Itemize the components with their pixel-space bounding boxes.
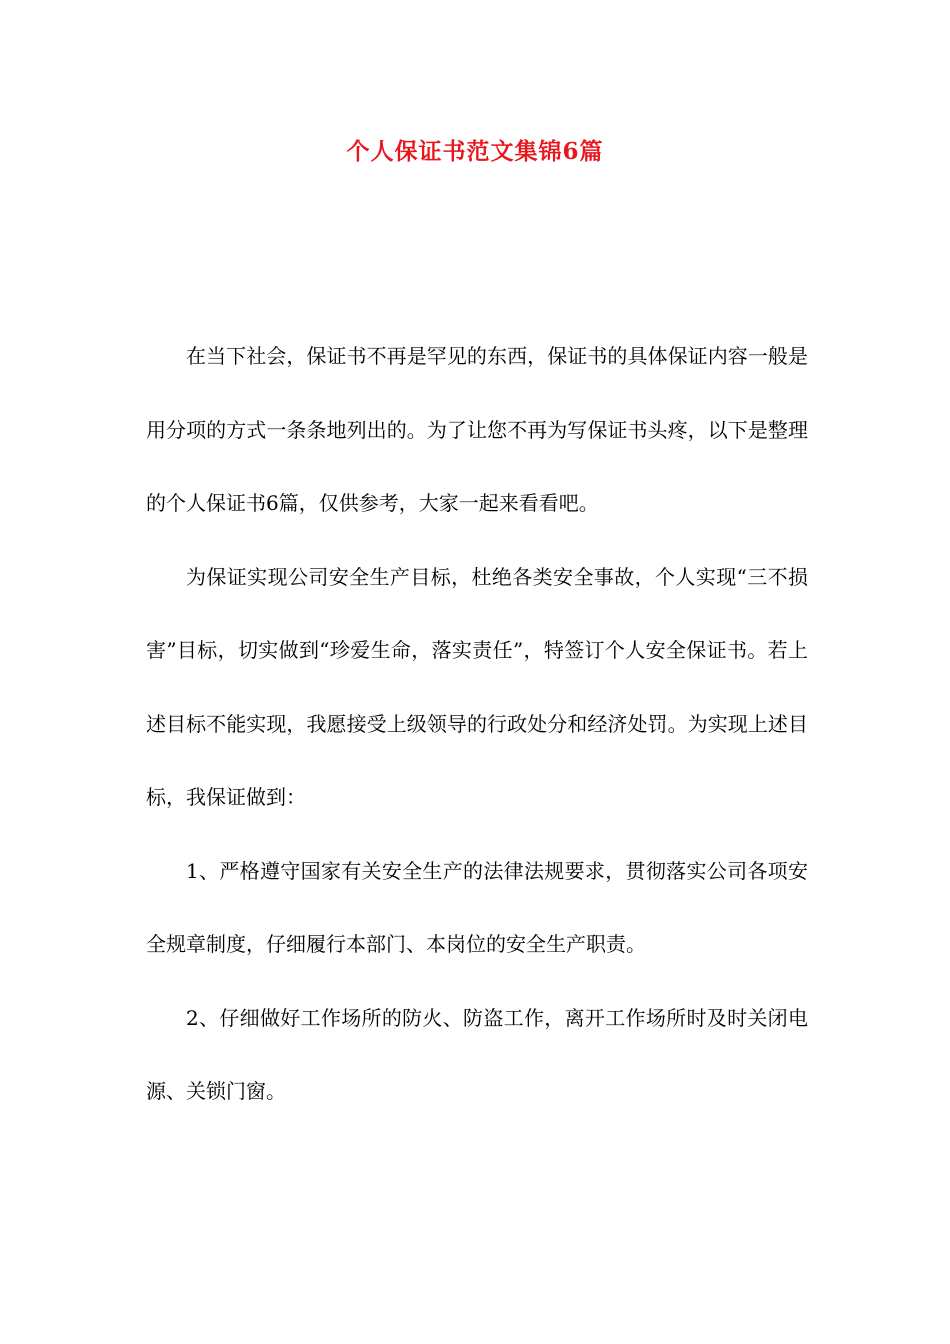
- document-body: [146, 320, 808, 1129]
- document-title: 个人保证书范文集锦6篇: [346, 138, 604, 165]
- paragraph-pledge: 为保证实现公司安全生产目标，杜绝各类安全事故，个人实现“三不损害”目标，切实做到“珍爱生命，落实责任”，特签订个人安全保证书。若上述目标不能实现，我愿接受上级领导的行政处分和经济处罚。为实现上述目标，我保证做到：: [146, 564, 808, 809]
- paragraph-item-2: 2、仔细做好工作场所的防火、防盗工作，离开工作场所时及时关闭电源、关锁门窗。: [146, 1005, 808, 1103]
- paragraph-intro: 在当下社会，保证书不再是罕见的东西，保证书的具体保证内容一般是用分项的方式一条条地列出的。为了让您不再为写保证书头疼，以下是整理的个人保证书6篇，仅供参考，大家一起来看看吧。: [146, 344, 808, 515]
- paragraph-item-1: 1、严格遵守国家有关安全生产的法律法规要求，贯彻落实公司各项安全规章制度，仔细履行本部门、本岗位的安全生产职责。: [146, 858, 808, 956]
